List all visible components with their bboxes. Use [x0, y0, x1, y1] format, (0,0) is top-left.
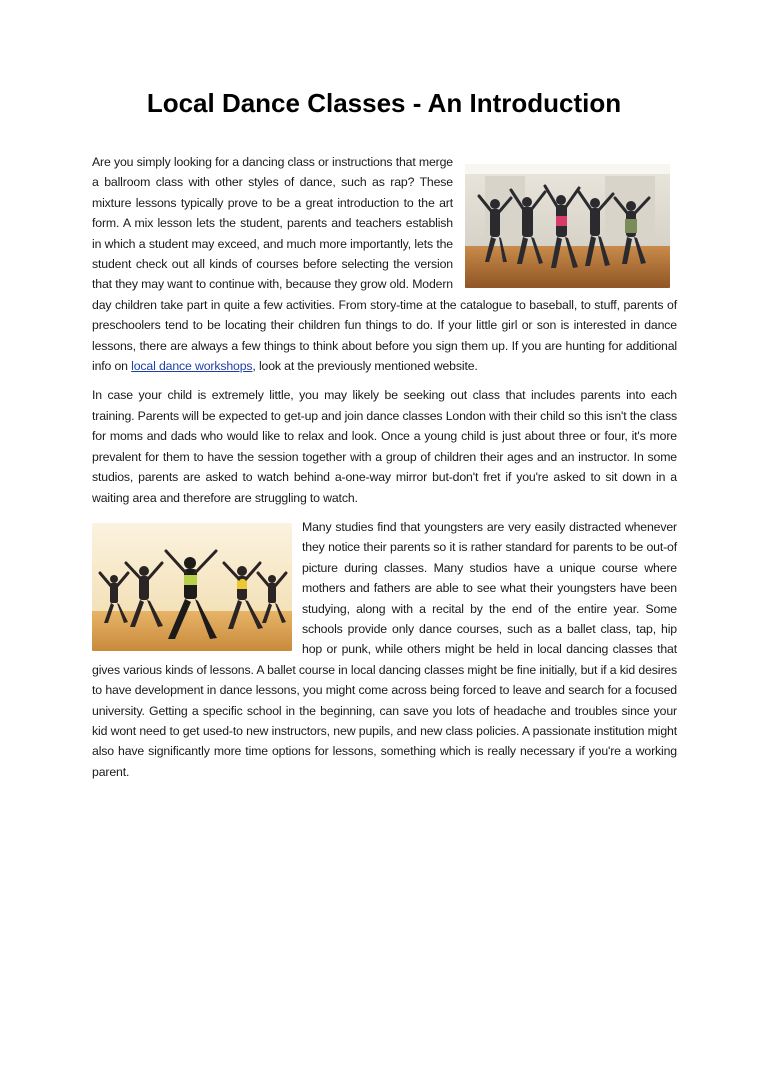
paragraph-3: [92, 517, 677, 782]
paragraph-1-text-end: , look at the previously mentioned website.: [252, 359, 478, 374]
local-dance-workshops-link[interactable]: local dance workshops: [131, 359, 253, 374]
document-body: [92, 152, 677, 791]
dance-class-photo-2: [92, 523, 292, 651]
page-title: Local Dance Classes - An Introduction: [146, 88, 622, 118]
paragraph-3-text: Many studies find that youngsters are very easily distracted whenever they notice their parents so it is rather standard for parents to be out-of picture during classes. Many studios have a unique course where mothers and fathers are able to see what their youngsters have been studying, along with a recital by the end of the entire year. Some schools provide only dance courses, such as a ballet class, tap, hip hop or punk, while others might be held in local dancing classes that gives various kinds of lessons. A ballet course in local dancing classes might be fine initially, but if a kid desires to have development in dance lessons, you might come across being forced to leave and search for a focused university. Getting a specific school in the beginning, can save you lots of headache and troubles since your kid wont need to get used-to new instructors, new pupils, and new class policies. A passionate institution might also have significantly more time options for lessons, something which is really necessary if you're a working parent.: [92, 519, 677, 779]
paragraph-2: In case your child is extremely little, you may likely be seeking out class that includes parents into each training. Parents will be expected to get-up and join dance classes London with their child so this isn't the class for moms and dads who would like to relax and look. Once a young child is just about three or four, it's more prevalent for them to have the session together with a group of children their ages and an instructor. In some studios, parents are asked to watch behind a-one-way mirror but-don't fret if you're asked to sit down in a waiting area and therefore are struggling to watch.: [92, 388, 677, 505]
paragraph-1: [92, 152, 677, 376]
dance-class-photo-1: [465, 164, 670, 288]
paragraph-1-text-start: Are you simply looking for a dancing class or instructions that merge a ballroom class with other styles of dance, such as rap? These mixture lessons typically prove to be a great introduction to the art form. A mix lesson lets the student, parents and teachers establish in which a student may exceed, and much more importantly, lets the student check out all kinds of courses before selecting the version that they may want to continue with, because they grow old. Modern day children take part in quite a few activities. From story-time at the catalogue to baseball, to stuff, parents of preschoolers tend to be locating their children fun things to do. If your little girl or son is interested in dance lessons, there are always a few things to think about before you sign them up. If you are hunting for additional info on: [92, 155, 677, 374]
